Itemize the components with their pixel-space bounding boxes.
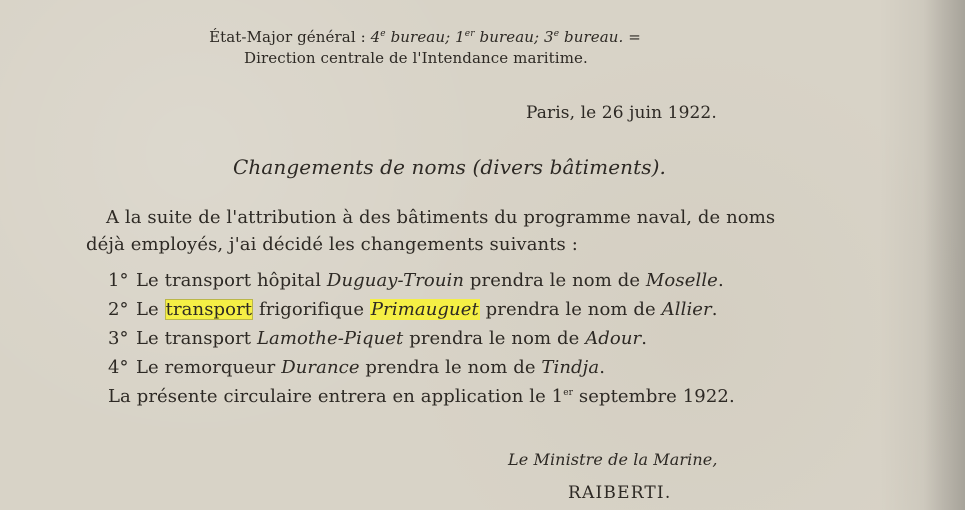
application-day-superscript: er [563,388,574,398]
bureau-3-superscript: e [553,29,560,39]
item-1-before: Le transport hôpital [136,270,327,291]
item-2 [108,299,718,321]
bureau-1-text: bureau; [474,28,545,46]
item-2-lead: Le [136,299,165,320]
page-edge-shadow [923,0,965,510]
header-prefix: État-Major général : [209,28,371,46]
item-4-number: 4° [108,357,129,378]
bureau-4-number: 4 [370,28,381,46]
bureau-1-superscript: er [464,29,475,39]
item-4-after: . [599,357,606,378]
item-4-before: Le remorqueur [136,357,282,378]
item-3-before: Le transport [136,328,257,349]
item-2-highlighted-word: transport [165,299,253,320]
header-line-2: Direction centrale de l'Intendance maritime. [244,49,588,67]
item-3-ship-name: Lamothe-Piquet [256,328,404,349]
item-2-highlighted-ship-name: Primauguet [370,299,479,320]
item-4-new-name: Tindja [541,357,600,378]
item-3-new-name: Adour [585,328,642,349]
item-1 [108,270,724,292]
bureau-4-text: bureau; [385,28,456,46]
item-2-middle: prendra le nom de [479,299,662,320]
application-suffix: septembre 1922. [573,386,735,407]
signature-title: Le Ministre de la Marine, [508,450,718,469]
item-1-number: 1° [108,270,129,291]
application-line [108,386,735,408]
item-2-before: frigorifique [253,299,370,320]
item-2-number: 2° [108,299,129,320]
document-title: Changements de noms (divers bâtiments). [233,155,666,179]
application-day: 1 [551,386,564,407]
bureau-3-number: 3 [544,28,554,46]
bureau-3-text: bureau. [559,28,624,46]
item-2-after: . [711,299,718,320]
bureau-1-number: 1 [455,28,465,46]
item-1-ship-name: Duguay-Trouin [326,270,465,291]
header-line-1 [175,28,675,46]
item-3-after: . [641,328,648,349]
intro-line-1: A la suite de l'attribution à des bâtiments du programme naval, de noms [106,207,776,228]
item-1-middle: prendra le nom de [464,270,646,291]
item-3 [108,328,647,350]
application-prefix: La présente circulaire entrera en application le [108,386,552,407]
item-3-middle: prendra le nom de [403,328,586,349]
item-4-middle: prendra le nom de [359,357,542,378]
bureau-4-superscript: e [380,29,386,39]
header-dash: = [623,28,641,46]
item-1-new-name: Moselle [645,270,718,291]
item-2-new-name: Allier [661,299,712,320]
signature-name: RAIBERTI. [568,483,672,503]
intro-line-2: déjà employés, j'ai décidé les changements suivants : [86,234,578,255]
place-date: Paris, le 26 juin 1922. [526,103,717,123]
item-3-number: 3° [108,328,129,349]
item-4 [108,357,605,379]
item-1-after: . [717,270,724,291]
item-4-ship-name: Durance [281,357,360,378]
